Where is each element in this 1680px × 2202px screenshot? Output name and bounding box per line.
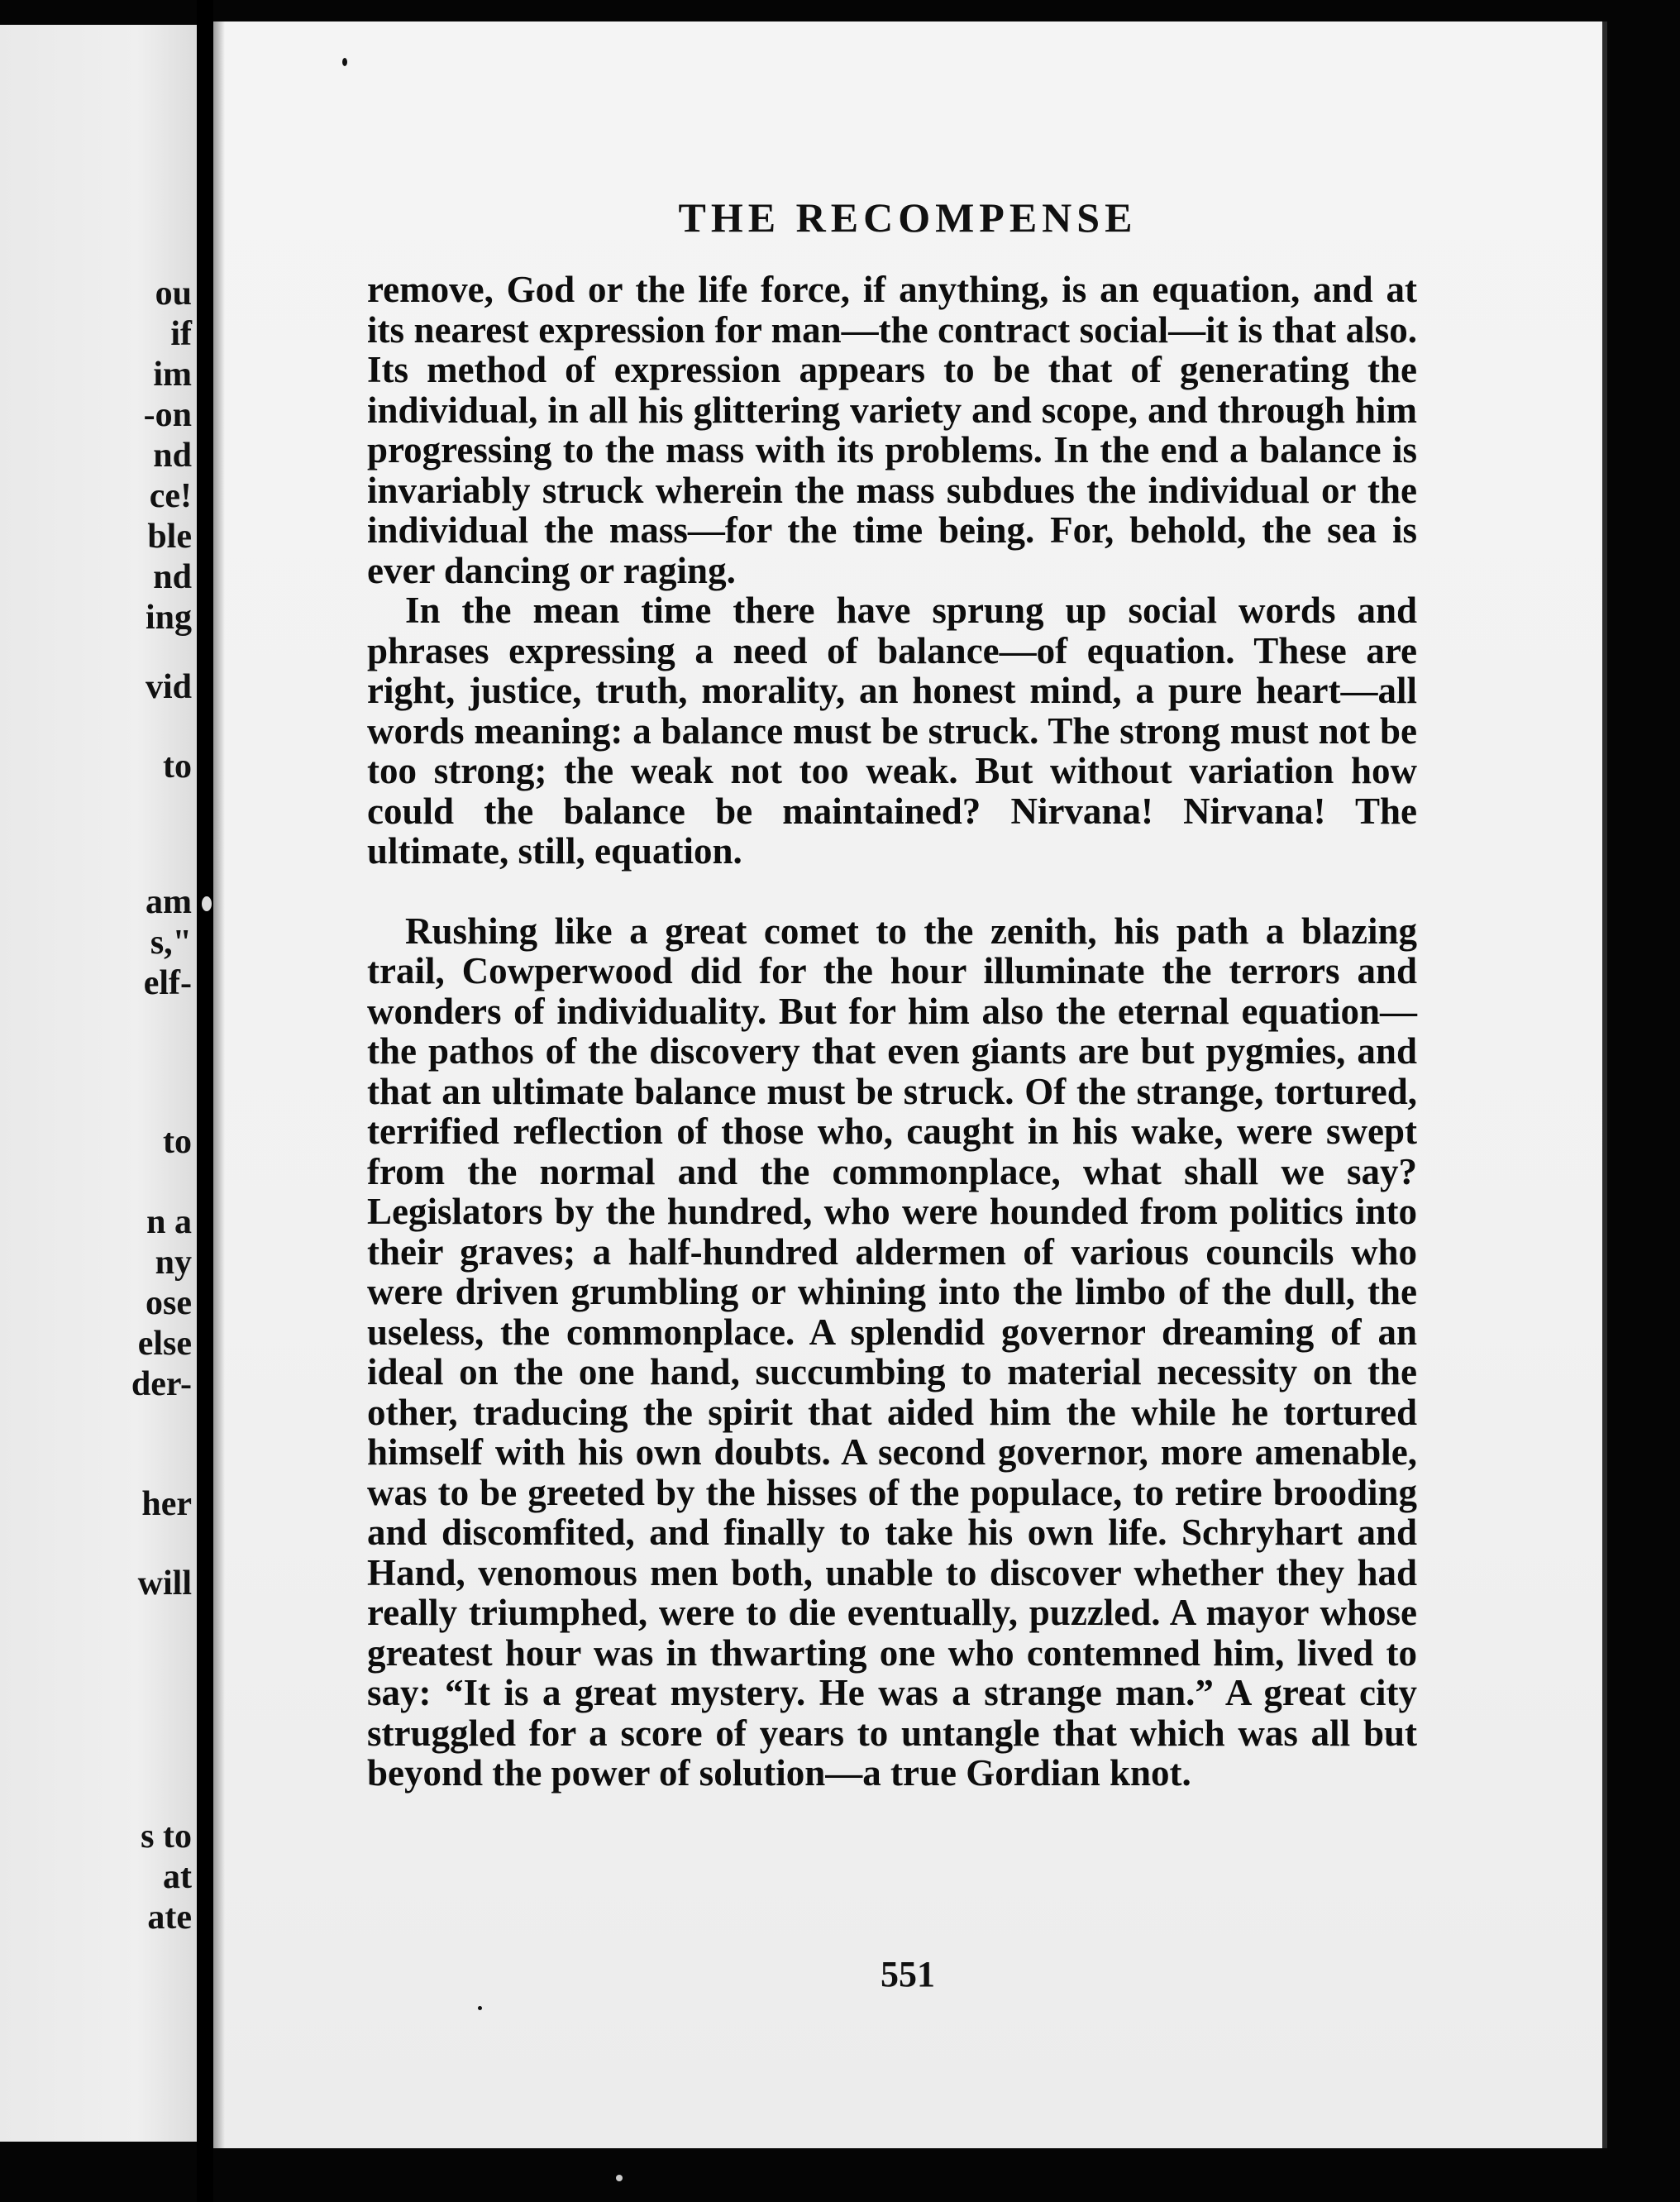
left-line-fragment: at [163,1858,192,1896]
left-line-fragment: ose [146,1284,192,1322]
left-line-fragment: to [163,1123,192,1161]
left-line-fragment: elf- [143,964,192,1002]
left-line-fragment: her [141,1485,192,1523]
left-line-fragment: der- [131,1365,192,1403]
left-line-fragment: ny [155,1244,192,1282]
left-line-fragment: ou [155,275,192,313]
scan-speck [616,2175,623,2181]
left-line-fragment: nd [153,437,192,475]
paragraph: In the mean time there have sprung up social words and phrases expressing a need of balance—of equation. These are right, justice, truth, morality, an honest mind, a pure heart—all words meaning: a balance must be struck. The strong must not be too strong; the weak not too weak. But without variation how could the balance be maintained? Nirvana! Nirvana! The ultimate, still, equation. [367,590,1417,872]
left-line-fragment: ce! [149,477,192,515]
left-line-fragment: am [146,883,192,921]
left-line-fragment: im [153,356,192,394]
left-line-fragment: else [137,1325,192,1363]
page-number: 551 [881,1954,935,1994]
paragraph: remove, God or the life force, if anything, is an equation, and at its nearest expression for man—the contract social—it is that also. Its method of expression appears to be that of generating the individual, in all his glittering variety and scope, and through him progressing to the mass with its problems. In the end a balance is invariably struck wherein the mass subdues the individual or the individual the mass—for the time being. For, behold, the sea is ever dancing or raging. [367,269,1417,591]
left-line-fragment: to [163,748,192,786]
left-line-fragment: -on [143,396,192,434]
left-line-fragment: ing [145,599,192,637]
left-line-fragment: ate [147,1899,192,1937]
left-line-fragment: ble [147,518,192,556]
previous-page-fragment [0,25,197,2142]
scan-speck [342,58,347,66]
page-edge-shadow [213,21,225,2148]
left-line-fragment: s to [141,1817,192,1856]
book-page [213,21,1607,2148]
left-line-fragment: vid [145,668,192,706]
left-line-fragment: s," [150,924,192,962]
left-line-fragment: will [137,1564,192,1603]
running-head: THE RECOMPENSE [678,194,1138,241]
left-line-fragment: n a [146,1203,192,1241]
left-line-fragment: if [170,315,192,353]
scan-speck [478,2006,482,2010]
scan-speck [202,896,212,911]
section-break [367,872,1417,911]
book-gutter [197,0,213,2202]
paragraph: Rushing like a great comet to the zenith, his path a blazing trail, Cowperwood did for the hour illuminate the terrors and wonders of individuality. But for him also the eternal equation—the pathos of the discovery that even giants are but pygmies, and that an ultimate balance must be struck. Of the strange, tortured, terrified reflection of those who, caught in his wake, were swept from the normal and the commonplace, what shall we say? Legislators by the hundred, who were hounded from politics into their graves; a half-hundred aldermen of various councils who were driven grumbling or whining into the limbo of the dull, the useless, the commonplace. A splendid governor dreaming of an ideal on the one hand, succumbing to material necessity on the other, traducing the spirit that aided him the while he tortured himself with his own doubts. A second governor, more amenable, was to be greeted by the hisses of the populace, to retire brooding and discomfited, and finally to take his own life. Schryhart and Hand, venomous men both, unable to discover whether they had really triumphed, were to die eventually, puzzled. A mayor whose greatest hour was in thwarting one who contemned him, lived to say: “It is a great mystery. He was a strange man.” A great city struggled for a score of years to untangle that which was all but beyond the power of solution—a true Gordian knot. [367,910,1417,1794]
left-line-fragment: nd [153,558,192,596]
body-text [367,270,1417,1794]
